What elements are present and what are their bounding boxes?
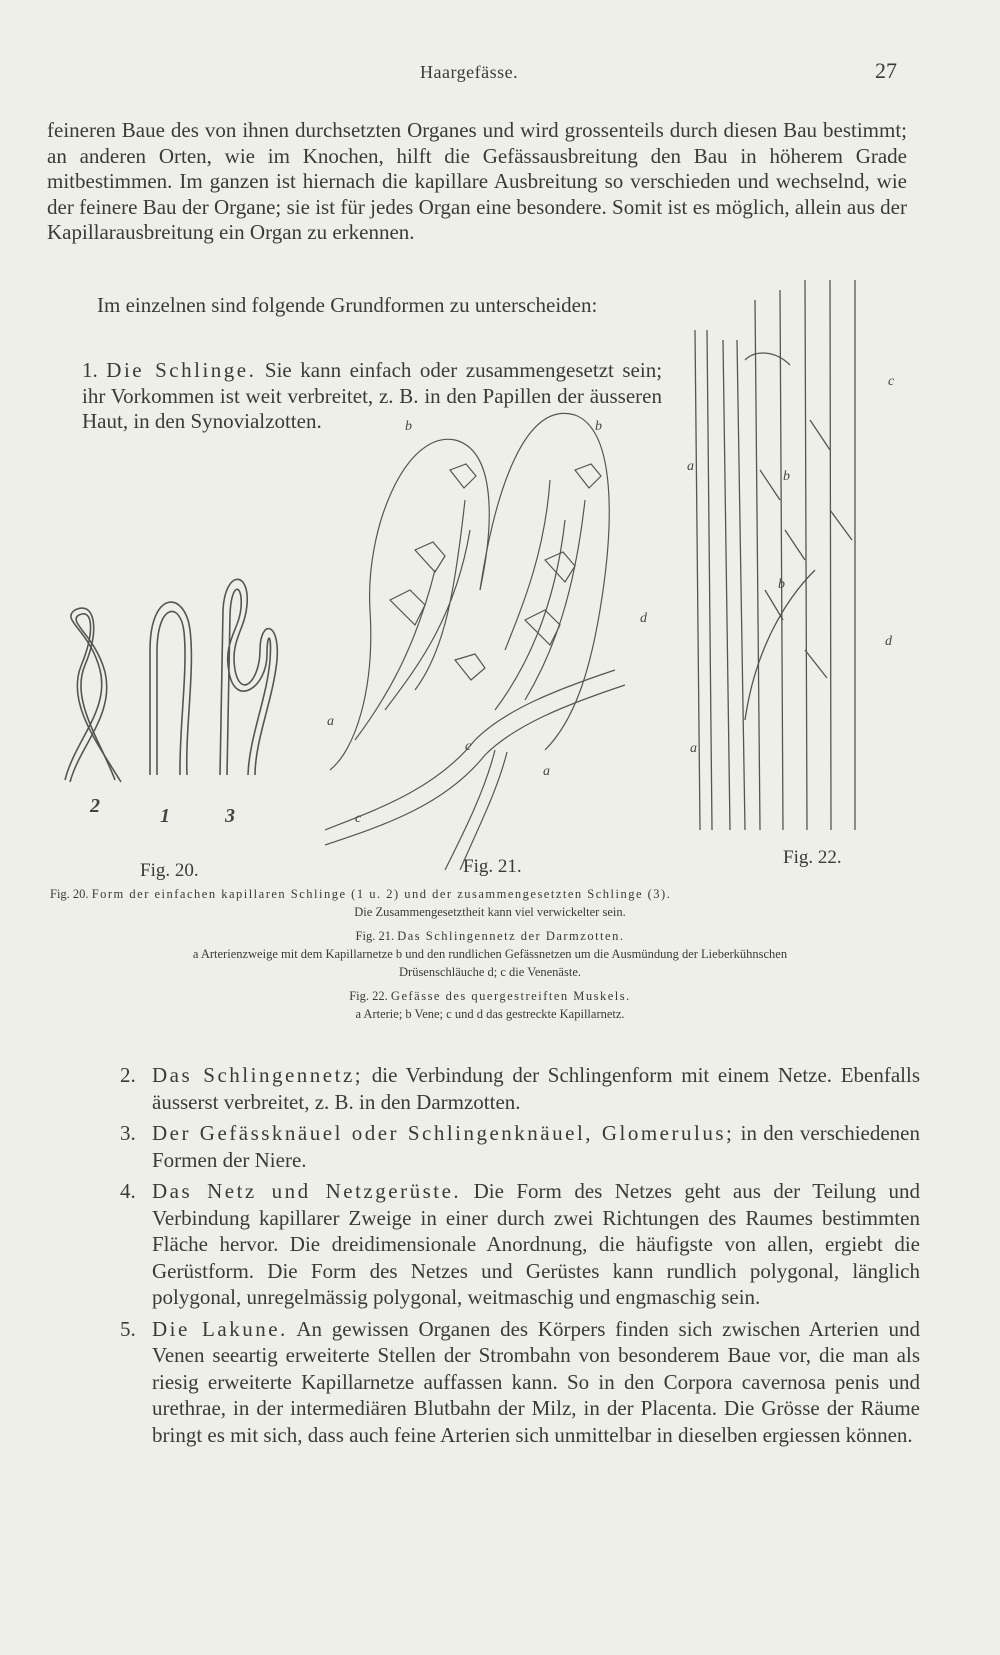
list-item-term: Das Netz und Netzgerüste. xyxy=(152,1179,462,1203)
list-item-term: Die Lakune. xyxy=(152,1316,288,1341)
list-item-term: Das Schlingennetz; xyxy=(152,1063,364,1087)
list-item-text: Die Form des Netzes geht aus der Teilung und Verbindung kapillarer Zweige in einer durch zwei Richtungen des Raumes bestimmten Fläche hervor. Die dreidimensionale Anordnung, die häufigste von allen, ergiebt die Gerüstform. Die Form des Netzes und Gerüstes kann rundlich polygonal, länglich polygonal, unregelmässig polygonal, weitmaschig und engmaschig sein. xyxy=(152,1179,921,1309)
fig20-loop-labels xyxy=(89,795,235,827)
page-number: 27 xyxy=(875,58,897,83)
fig20-caption xyxy=(50,885,930,903)
fig22-letter-a1: a xyxy=(687,459,694,474)
list-item-number: 5. xyxy=(120,1316,136,1341)
fig21-network xyxy=(325,413,625,870)
fig22-caption-prefix: Fig. 22. xyxy=(349,989,388,1003)
list-item-number: 3. xyxy=(120,1121,136,1145)
list-item-text: in den verschiedenen Formen der Niere. xyxy=(152,1121,921,1172)
fig21-letter-b2: b xyxy=(595,419,602,434)
running-header xyxy=(0,58,1000,92)
fig22-caption-title: Gefässe des quergestreiften Muskels. xyxy=(390,989,631,1003)
forms-list xyxy=(120,1062,920,1453)
fig21-letter-b1: b xyxy=(405,419,412,434)
figures-drawing xyxy=(55,270,915,870)
figure-captions xyxy=(50,885,930,1023)
fig22-caption xyxy=(50,987,930,1005)
list-item xyxy=(120,1316,920,1449)
fig20-caption-note: Die Zusammengesetztheit kann viel verwickelter sein. xyxy=(354,905,626,919)
intro-paragraph: feineren Baue des von ihnen durchsetzten Organes und wird grossenteils durch diesen Bau bestimmt; an anderen Orten, wie im Knochen, hilft die Gefässausbreitung den Bau in höherem Grade mitbestimmen. Im ganzen ist hiernach die kapillare Ausbreitung so verschieden und wechselnd, wie der feinere Bau der Organe; sie ist für jedes Organ eine besondere. Somit ist es möglich, allein aus der Kapillarausbreitung ein Organ zu erkennen. xyxy=(47,118,907,244)
fig20-loops xyxy=(65,579,277,782)
figures-area xyxy=(55,270,915,870)
list-item-1-term: Die Schlinge. xyxy=(106,358,257,382)
running-title: Haargefässe. xyxy=(420,62,519,82)
fig22-letters xyxy=(687,374,895,756)
forms-intro-paragraph: Im einzelnen sind folgende Grundformen zu unterscheiden: xyxy=(97,293,598,317)
fig21-letter-d: d xyxy=(640,611,647,626)
list-item-text: die Verbindung der Schlingenform mit einem Netze. Ebenfalls äusserst verbreitet, z. B. in den Darmzotten. xyxy=(152,1063,921,1114)
fig21-caption-note1: a Arterienzweige mit dem Kapillarnetze b und den rundlichen Gefässnetzen um die Ausmündung der Lieberkühnschen xyxy=(192,947,788,961)
fig21-letter-c2: c xyxy=(355,811,362,826)
fig21-letter-a2: a xyxy=(543,764,550,779)
fig22-letter-a2: a xyxy=(690,741,697,756)
fig22-letter-d: d xyxy=(885,634,892,649)
list-item-number: 2. xyxy=(120,1063,136,1087)
fig22-letter-b2: b xyxy=(778,577,785,592)
fig22-network xyxy=(695,280,855,830)
fig20-caption-title: Form der einfachen kapillaren Schlinge (1 u. 2) und der zusammengesetzten Schlinge (3). xyxy=(91,887,672,901)
list-item xyxy=(120,1062,920,1115)
list-item-number: 4. xyxy=(120,1179,136,1203)
fig22-label: Fig. 22. xyxy=(783,847,842,868)
fig21-caption-note2: Drüsenschläuche d; c die Venenäste. xyxy=(399,965,581,979)
fig20-label: Fig. 20. xyxy=(140,860,199,881)
fig21-caption-title: Das Schlingennetz der Darmzotten. xyxy=(397,929,625,943)
list-item-text: An gewissen Organen des Körpers finden sich zwischen Arterien und Venen seeartig erweiterte Stellen der Strombahn von besonderem Baue vor, die man als riesig erweiterte Kapillarnetze auffassen kann. So in den Corpora cavernosa penis und urethrae, in der intermediären Blutbahn der Milz, in der Placenta. Die Grösse der Räume bringt es mit sich, dass auch feine Arterien sich unmittelbar in dieselben ergiessen können. xyxy=(152,1316,920,1447)
fig22-letter-c: c xyxy=(888,374,895,389)
list-item-1-number: 1. xyxy=(82,358,98,382)
fig20-loop-label-3: 3 xyxy=(225,805,235,827)
list-item-1-text: Sie kann einfach oder zusammengesetzt sein; ihr Vorkommen ist weit verbreitet, z. B. in den Papillen der äusseren Haut, in den Synovialzotten. xyxy=(82,358,663,433)
fig21-letter-c1: c xyxy=(465,739,472,754)
list-item-term: Der Gefässknäuel oder Schlingenknäuel, Glomerulus; xyxy=(152,1121,735,1145)
list-item xyxy=(120,1120,920,1173)
list-item xyxy=(120,1178,920,1311)
fig22-caption-note: a Arterie; b Vene; c und d das gestreckte Kapillarnetz. xyxy=(355,1007,625,1021)
fig21-letter-a1: a xyxy=(327,714,334,729)
fig20-loop-label-1: 1 xyxy=(160,805,170,827)
fig21-caption-prefix: Fig. 21. xyxy=(355,929,395,943)
fig21-letters xyxy=(327,419,648,826)
fig20-loop-label-2: 2 xyxy=(90,795,100,817)
fig21-label: Fig. 21. xyxy=(463,856,522,877)
fig21-caption xyxy=(50,927,930,945)
fig22-letter-b1: b xyxy=(783,469,790,484)
fig20-caption-prefix: Fig. 20. xyxy=(50,887,89,901)
